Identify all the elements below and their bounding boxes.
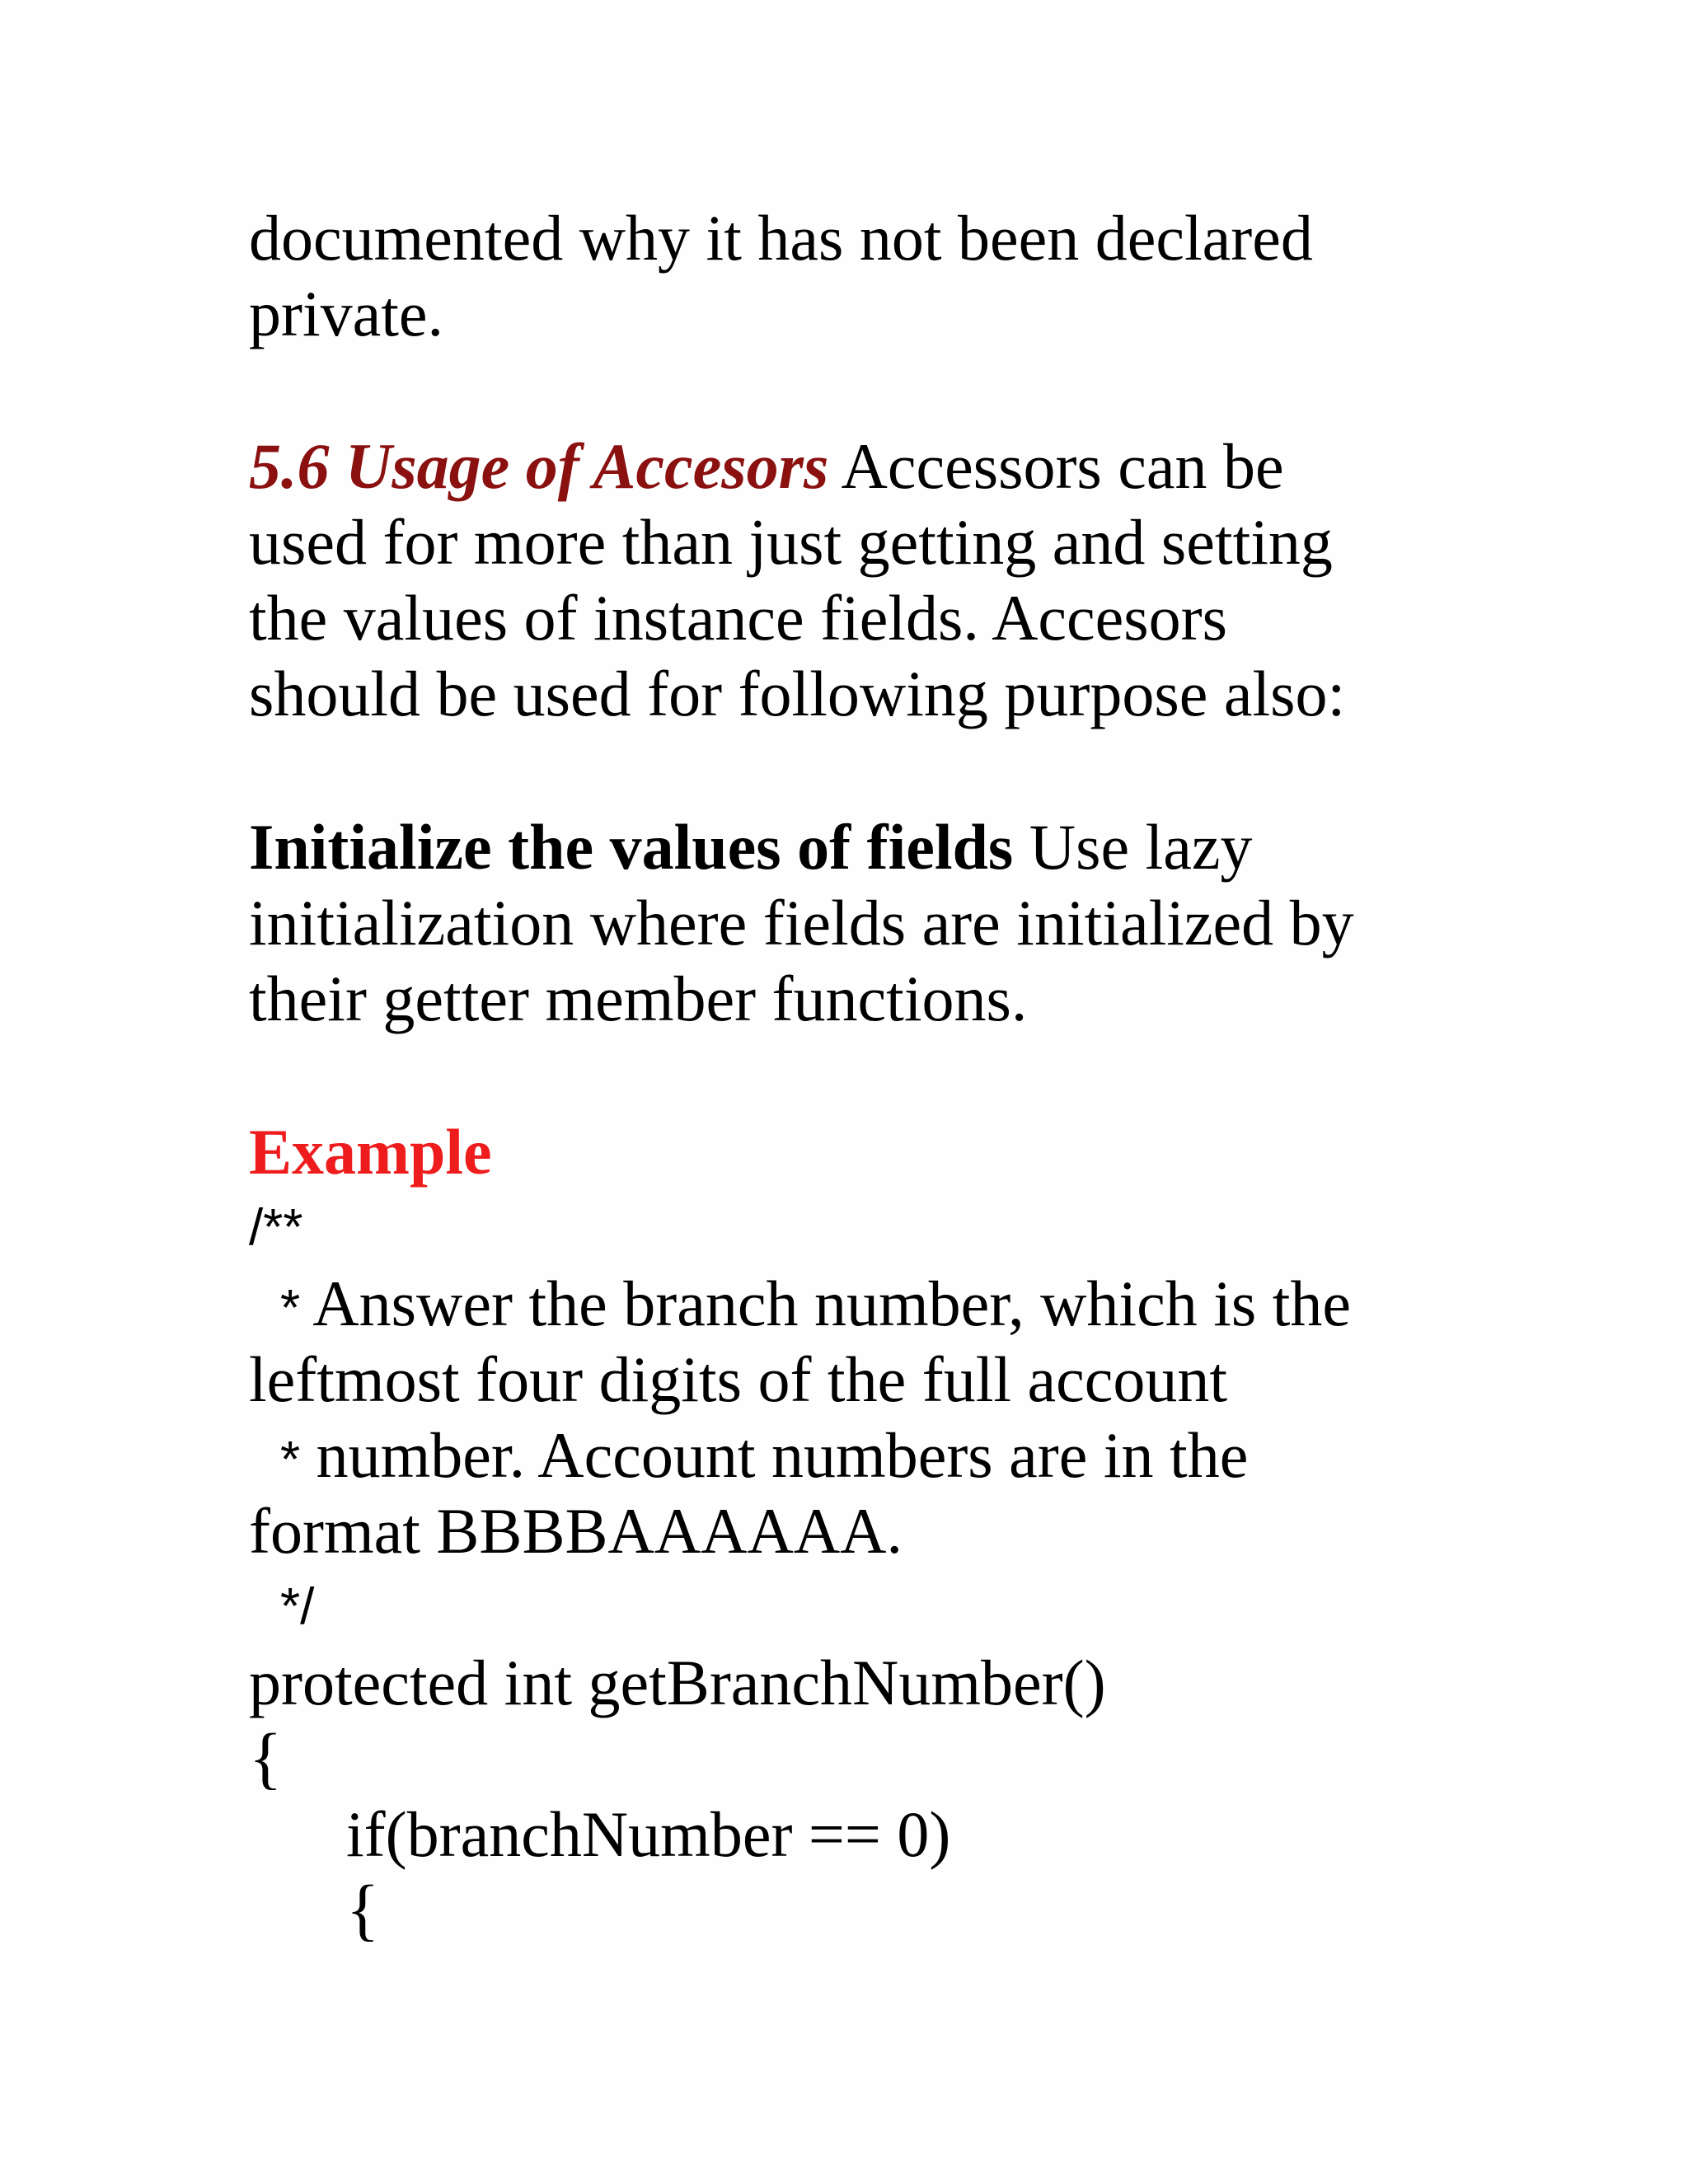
paragraph-line: the values of instance fields. Accesors [249, 582, 1227, 654]
code-if-line: if(branchNumber == 0) [346, 1798, 951, 1870]
subheading-line [249, 809, 1253, 885]
paragraph-text: Accessors can be [828, 430, 1284, 502]
example-heading: Example [249, 1116, 492, 1188]
comment-text: Answer the branch number, which is the [300, 1268, 1352, 1339]
code-comment-open: /** [249, 1199, 303, 1256]
paragraph-line: their getter member functions. [249, 963, 1028, 1034]
subheading-lead: Initialize the values of fields [249, 811, 1014, 883]
comment-star: * [280, 1432, 301, 1488]
paragraph-text: Use lazy [1013, 811, 1253, 883]
section-title: 5.6 Usage of Accesors [249, 430, 829, 502]
paragraph-line: initialization where fields are initialized by [249, 887, 1354, 958]
code-comment-line [280, 1266, 1351, 1347]
paragraph-line: private. [249, 278, 444, 349]
comment-star: * [280, 1280, 301, 1337]
code-open-brace: { [249, 1720, 283, 1797]
section-heading-line [249, 429, 1284, 504]
code-comment-line [280, 1418, 1248, 1498]
paragraph-line: documented why it has not been declared [249, 202, 1313, 274]
code-comment-line: leftmost four digits of the full account [249, 1343, 1228, 1415]
paragraph-line: should be used for following purpose also: [249, 658, 1346, 729]
code-comment-line: format BBBBAAAAAA. [249, 1495, 903, 1567]
code-inner-open-brace: { [346, 1872, 380, 1948]
code-signature: protected int getBranchNumber() [249, 1647, 1106, 1718]
code-comment-close: */ [280, 1578, 315, 1635]
paragraph-line: used for more than just getting and setting [249, 506, 1333, 578]
comment-text: number. Account numbers are in the [300, 1419, 1249, 1491]
